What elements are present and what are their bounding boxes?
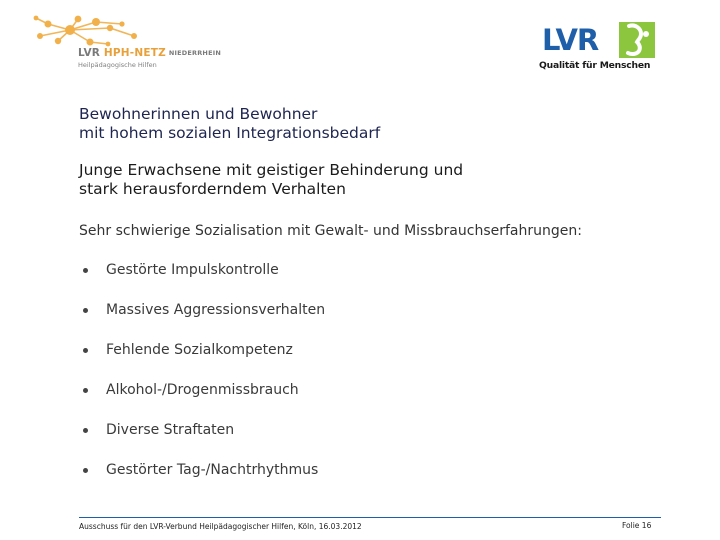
footer-divider xyxy=(79,517,661,518)
lvr-logo-mark xyxy=(539,22,655,58)
hph-netz-logo xyxy=(30,14,230,74)
hph-netz-subtitle: Heilpädagogische Hilfen xyxy=(78,61,157,69)
bullet-dot-icon xyxy=(83,428,88,433)
slide-title xyxy=(79,105,380,143)
bullet-dot-icon xyxy=(83,388,88,393)
subtitle-line-1: Junge Erwachsene mit geistiger Behinderung und xyxy=(79,161,464,179)
lvr-face-icon xyxy=(619,22,655,58)
title-line-2: mit hohem sozialen Integrationsbedarf xyxy=(79,124,381,142)
lvr-green-square xyxy=(619,22,655,58)
bullet-dot-icon xyxy=(83,348,88,353)
bullet-dot-icon xyxy=(83,308,88,313)
list-item-text: Fehlende Sozialkompetenz xyxy=(106,342,293,358)
lvr-logo xyxy=(539,22,655,72)
list-item-text: Gestörter Tag-/Nachtrhythmus xyxy=(106,462,319,478)
network-dots-icon xyxy=(30,14,150,48)
slide-subtitle xyxy=(79,161,463,199)
lvr-tagline: Qualität für Menschen xyxy=(539,60,651,71)
brand-prefix: LVR xyxy=(78,47,104,59)
brand-accent: HPH-NETZ xyxy=(103,47,166,59)
subtitle-line-2: stark herausforderndem Verhalten xyxy=(79,180,346,198)
hph-netz-brand xyxy=(78,47,221,59)
title-line-1: Bewohnerinnen und Bewohner xyxy=(79,105,318,123)
list-item-text: Gestörte Impulskontrolle xyxy=(106,262,279,278)
lvr-wordmark: LVR xyxy=(542,23,599,57)
page-number: Folie 16 xyxy=(622,521,652,530)
bullet-dot-icon xyxy=(83,268,88,273)
bullet-dot-icon xyxy=(83,468,88,473)
list-item-text: Alkohol-/Drogenmissbrauch xyxy=(106,382,299,398)
brand-region: NIEDERRHEIN xyxy=(168,49,221,57)
list-item-text: Diverse Straftaten xyxy=(106,422,235,438)
intro-text: Sehr schwierige Sozialisation mit Gewalt- und Missbrauchserfahrungen: xyxy=(79,223,582,239)
list-item-text: Massives Aggressionsverhalten xyxy=(106,302,326,318)
footer-text: Ausschuss für den LVR-Verbund Heilpädagogischer Hilfen, Köln, 16.03.2012 xyxy=(79,522,362,531)
